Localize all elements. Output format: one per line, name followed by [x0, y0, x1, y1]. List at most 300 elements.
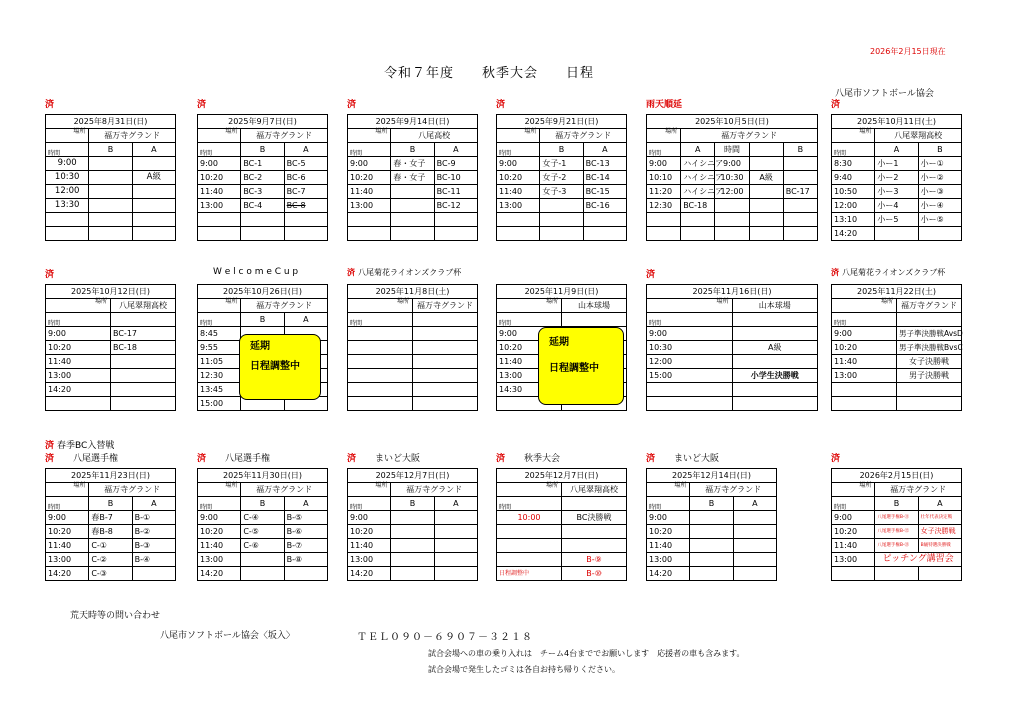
table-cell: 14:20 [46, 383, 111, 397]
table-cell: 9:00 [647, 157, 681, 171]
table-cell [832, 143, 875, 157]
table-cell: 9:00 [46, 511, 89, 525]
table-cell [832, 567, 875, 581]
table-cell [647, 483, 690, 497]
block-venue: 八尾翠翔高校 [875, 129, 962, 143]
table-cell: 13:00 [832, 553, 875, 567]
table-cell: BC-14 [583, 171, 626, 185]
table-cell: 13:00 [348, 553, 391, 567]
table-cell [348, 497, 391, 511]
table-cell [198, 213, 241, 227]
table-cell [348, 143, 391, 157]
table-cell: 男子決勝戦 [897, 369, 962, 383]
table-cell: 八尾選手権B-⑫ [875, 525, 918, 539]
table-cell [348, 383, 413, 397]
table-cell: BC-4 [241, 199, 284, 213]
table-cell [111, 397, 176, 411]
label-text: 場所 [545, 298, 558, 305]
table-cell [348, 213, 391, 227]
table-cell: BC-10 [434, 171, 477, 185]
table-cell [832, 497, 875, 511]
table-cell: B-⑩ [562, 567, 627, 581]
table-cell: BC-7 [284, 185, 327, 199]
schedule-block [646, 454, 777, 581]
table-cell [89, 213, 132, 227]
label-text: 時間 [649, 320, 662, 327]
label-text: 済 [831, 454, 841, 464]
table-cell: 小ー① [918, 157, 961, 171]
postponed-rain-mark: 雨天順延 [646, 100, 683, 110]
table-cell: 12:00 [715, 185, 749, 199]
label-text: 済 [646, 454, 656, 464]
label-text: 済 [496, 100, 506, 110]
table-cell [391, 567, 434, 581]
block-venue: 山本球場 [562, 299, 627, 313]
garbage-note: 試合会場で発生したゴミは各自お持ち帰りください。 [428, 665, 620, 674]
block-venue: 福万寺グランド [241, 483, 328, 497]
table-cell [413, 355, 478, 369]
table-cell: 小学生決勝戦 [732, 369, 818, 383]
table-cell [497, 213, 540, 227]
block-date: 2025年9月7日(日) [198, 115, 328, 129]
table-cell: BC-17 [783, 185, 817, 199]
table-cell: 10:20 [198, 171, 241, 185]
label-text: 時間 [499, 504, 512, 511]
table-cell: 11:40 [497, 185, 540, 199]
table-cell [132, 199, 175, 213]
table-cell: 12:00 [647, 355, 733, 369]
event-name: 秋季大会 [524, 454, 561, 464]
table-cell [497, 553, 562, 567]
table-cell: B-① [132, 511, 175, 525]
table-cell [391, 553, 434, 567]
schedule-block [347, 100, 478, 241]
table-cell: BC-16 [583, 199, 626, 213]
label-text: 時間 [499, 150, 512, 157]
table-cell: BC-15 [583, 185, 626, 199]
table-cell [132, 567, 175, 581]
table-cell: 13:00 [497, 369, 562, 383]
table-cell: 13:00 [497, 199, 540, 213]
table-cell: BC-13 [583, 157, 626, 171]
table-cell [540, 227, 583, 241]
table-cell [284, 227, 327, 241]
table-cell: 13:45 [198, 383, 241, 397]
table-cell: 15:00 [647, 369, 733, 383]
schedule-block [831, 268, 963, 411]
table-cell [647, 397, 733, 411]
table-cell [832, 397, 897, 411]
table-cell [647, 313, 733, 327]
table-cell [198, 227, 241, 241]
table-cell [647, 227, 681, 241]
label-text: 済 [831, 268, 839, 277]
table-cell: A [132, 497, 175, 511]
table-cell [46, 397, 111, 411]
label-text: 済 [831, 100, 841, 110]
table-cell [732, 383, 818, 397]
label-text: 場所 [859, 128, 872, 135]
table-cell: A [284, 313, 327, 327]
table-cell: 小ー4 [875, 199, 918, 213]
block-venue: 山本球場 [732, 299, 818, 313]
block-date: 2025年12月7日(日) [348, 469, 478, 483]
table-cell: 小ー④ [918, 199, 961, 213]
event-name: 八尾選手権 [73, 454, 119, 464]
table-cell [111, 383, 176, 397]
table-cell [783, 157, 817, 171]
label-text: 場所 [73, 128, 86, 135]
table-cell: 9:40 [832, 171, 875, 185]
table-cell [391, 511, 434, 525]
table-cell [497, 299, 562, 313]
label-text: 済 [45, 441, 55, 451]
block-venue: 福万寺グランド [540, 129, 627, 143]
table-cell: B-⑧ [284, 553, 327, 567]
postponed-notice: 延期 日程調整中 [239, 334, 321, 400]
table-cell: 10:30 [647, 341, 733, 355]
table-cell [540, 213, 583, 227]
label-text: 時間 [499, 320, 512, 327]
table-cell [241, 553, 284, 567]
table-cell: 10:20 [832, 341, 897, 355]
table-cell: 9:00 [647, 511, 690, 525]
table-cell [897, 383, 962, 397]
table-cell [733, 553, 776, 567]
table-cell [732, 313, 818, 327]
label-text: 場所 [665, 128, 678, 135]
block-date: 2026年2月15日(日) [832, 469, 962, 483]
completed-mark: 済 [45, 100, 55, 110]
label-text: 場所 [94, 298, 107, 305]
table-cell: 12:00 [46, 185, 89, 199]
table-cell: 10:20 [46, 525, 89, 539]
table-cell: 13:00 [46, 553, 89, 567]
table-cell: 10:20 [497, 341, 562, 355]
table-cell [497, 129, 540, 143]
table-cell: C-⑤ [241, 525, 284, 539]
table-cell: 11:40 [832, 355, 897, 369]
label-text: 場所 [674, 482, 687, 489]
table-cell [875, 567, 918, 581]
schedule-block [496, 454, 627, 581]
schedule-block [646, 270, 818, 411]
table-cell [348, 341, 413, 355]
block-venue: 八尾翠翔高校 [111, 299, 176, 313]
table-cell [89, 185, 132, 199]
label-text: 済 [45, 270, 55, 280]
block-date: 2025年12月7日(日) [497, 469, 627, 483]
table-cell [198, 143, 241, 157]
table-cell [391, 525, 434, 539]
schedule-block [45, 441, 176, 581]
table-cell [198, 299, 241, 313]
table-cell [647, 129, 681, 143]
label-text: 時間 [200, 320, 213, 327]
table-cell [89, 199, 132, 213]
table-cell: 8:45 [198, 327, 241, 341]
block-date: 2025年12月14日(日) [647, 469, 777, 483]
table-cell [391, 213, 434, 227]
block-date: 2025年10月26日(日) [198, 285, 328, 299]
table-cell [46, 227, 89, 241]
label-text: 時間 [834, 320, 847, 327]
table-cell [918, 227, 961, 241]
table-cell [241, 213, 284, 227]
table-cell: 女子-2 [540, 171, 583, 185]
label-text: 場所 [716, 298, 729, 305]
block-venue: 福万寺グランド [241, 129, 328, 143]
table-cell [284, 213, 327, 227]
table-cell: 11:05 [198, 355, 241, 369]
table-cell: BC-18 [681, 199, 715, 213]
label-text: 場所 [225, 298, 238, 305]
table-cell [89, 227, 132, 241]
table-cell [413, 327, 478, 341]
table-cell [733, 539, 776, 553]
table-cell: 小ー1 [875, 157, 918, 171]
table-cell: 11:40 [348, 185, 391, 199]
table-cell [583, 227, 626, 241]
table-cell [46, 483, 89, 497]
table-cell: 12:30 [198, 369, 241, 383]
table-cell: B [391, 143, 434, 157]
table-cell: BC-1 [241, 157, 284, 171]
table-cell: B-⑤ [284, 511, 327, 525]
table-cell: 9:00 [497, 327, 562, 341]
table-cell: B-② [132, 525, 175, 539]
table-cell: 春B-8 [89, 525, 132, 539]
table-cell [540, 199, 583, 213]
table-cell [690, 567, 733, 581]
table-cell: 11:40 [647, 539, 690, 553]
table-cell [198, 483, 241, 497]
table-cell: A [918, 497, 961, 511]
association-name: 八尾市ソフトボール協会 [835, 89, 934, 99]
label-text: 時間 [200, 504, 213, 511]
label-text: 時間 [350, 504, 363, 511]
block-date: 2025年9月21日(日) [497, 115, 627, 129]
table-cell: 12:00 [832, 199, 875, 213]
table-cell [749, 143, 783, 157]
contact-heading: 荒天時等の問い合わせ [70, 611, 161, 621]
block-date: 2025年11月22日(土) [832, 285, 962, 299]
table-cell [715, 213, 749, 227]
table-cell: 小ー② [918, 171, 961, 185]
table-cell: A [733, 497, 776, 511]
table-cell: 小ー5 [875, 213, 918, 227]
table-cell: 時間 [715, 143, 749, 157]
table-cell: 男子準決勝戦BvsC [897, 341, 962, 355]
label-text: 場所 [880, 298, 893, 305]
table-cell: 13:30 [46, 199, 89, 213]
table-cell [348, 483, 391, 497]
table-cell [783, 199, 817, 213]
table-cell: C-② [89, 553, 132, 567]
table-cell [348, 313, 413, 327]
table-cell: A級 [749, 171, 783, 185]
table-cell: B [241, 143, 284, 157]
table-cell: 9:00 [348, 511, 391, 525]
schedule-block [45, 100, 176, 241]
table-cell: B [690, 497, 733, 511]
table-cell [413, 397, 478, 411]
table-cell: 11:20 [647, 185, 681, 199]
table-cell: C-③ [89, 567, 132, 581]
table-cell [413, 369, 478, 383]
table-cell [562, 313, 627, 327]
table-cell: 9:00 [198, 157, 241, 171]
table-cell [497, 525, 562, 539]
table-cell: ハイシニア [681, 157, 715, 171]
table-cell [46, 213, 89, 227]
block-venue: 福万寺グランド [413, 299, 478, 313]
table-cell [681, 213, 715, 227]
table-cell [783, 227, 817, 241]
contact-association: 八尾市ソフトボール協会〈坂入〉 [160, 631, 295, 641]
table-cell [391, 185, 434, 199]
table-cell: B [391, 497, 434, 511]
table-cell: 9:00 [715, 157, 749, 171]
table-cell: A [875, 143, 918, 157]
table-cell: BC-12 [434, 199, 477, 213]
table-cell [647, 143, 681, 157]
table-cell: A級 [132, 171, 175, 185]
table-cell [832, 483, 875, 497]
table-cell: 八尾選手権B-⑪ [875, 511, 918, 525]
table-cell: 春・女子 [391, 171, 434, 185]
table-cell: 10:20 [348, 171, 391, 185]
parking-note: 試合会場への車の乗り入れは チーム4台まででお願いします 応援者の車も含みます。 [428, 649, 745, 658]
table-cell [783, 171, 817, 185]
table-cell: 10:20 [497, 171, 540, 185]
table-cell: 13:10 [832, 213, 875, 227]
table-cell: 10:30 [46, 171, 89, 185]
table-cell: B-⑨ [562, 553, 627, 567]
table-cell: B [89, 497, 132, 511]
block-date: 2025年11月16日(日) [647, 285, 818, 299]
block-date: 2025年11月9日(日) [497, 285, 627, 299]
label-text: 場所 [73, 482, 86, 489]
table-cell: BC-2 [241, 171, 284, 185]
schedule-block [197, 100, 328, 241]
table-cell [647, 497, 690, 511]
table-cell: 女子-3 [540, 185, 583, 199]
table-cell: A [681, 143, 715, 157]
table-cell [715, 227, 749, 241]
label-text: 場所 [375, 128, 388, 135]
schedule-block [496, 100, 627, 241]
table-cell: 14:20 [647, 567, 690, 581]
page-title: 令和７年度 秋季大会 日程 [384, 66, 595, 81]
table-cell [562, 497, 627, 511]
table-cell [89, 157, 132, 171]
label-text: 済 [347, 454, 357, 464]
table-cell: 11:40 [497, 355, 562, 369]
label-text: 済 [347, 100, 357, 110]
table-cell: 11:40 [46, 355, 111, 369]
table-cell: 10:20 [46, 341, 111, 355]
table-cell [497, 313, 562, 327]
label-text: 時間 [200, 150, 213, 157]
table-cell [715, 199, 749, 213]
table-cell [497, 539, 562, 553]
label-text: 場所 [375, 482, 388, 489]
table-cell [897, 397, 962, 411]
event-name: 八尾菊花ライオンズクラブ杯 [358, 268, 462, 277]
as-of-date: 2026年2月15日現在 [870, 47, 946, 56]
label-text: 時間 [350, 320, 363, 327]
block-date: 2025年10月12日(日) [46, 285, 176, 299]
table-cell: 女子決勝戦 [918, 525, 961, 539]
label-text: 場所 [545, 482, 558, 489]
table-cell [391, 199, 434, 213]
event-name: まいど大阪 [375, 454, 421, 464]
schedule-block [831, 454, 962, 581]
block-venue: 福万寺グランド [690, 483, 777, 497]
table-cell [732, 327, 818, 341]
event-name: 八尾菊花ライオンズクラブ杯 [842, 268, 946, 277]
table-cell: 9:55 [198, 341, 241, 355]
table-cell [732, 397, 818, 411]
label-text: 済 [347, 268, 355, 277]
table-cell: 13:00 [198, 553, 241, 567]
table-cell [46, 313, 111, 327]
table-cell [111, 313, 176, 327]
table-cell: 女子決勝戦 [897, 355, 962, 369]
table-cell: C-⑥ [241, 539, 284, 553]
table-cell: 10:10 [647, 171, 681, 185]
table-cell [434, 567, 477, 581]
table-cell [198, 497, 241, 511]
table-cell: 8:30 [832, 157, 875, 171]
label-text: 時間 [649, 504, 662, 511]
block-venue: 福万寺グランド [681, 129, 818, 143]
label-text: 場所 [396, 298, 409, 305]
label-text: 済 [197, 100, 207, 110]
label-text: 場所 [225, 482, 238, 489]
table-cell: BC-3 [241, 185, 284, 199]
table-cell: B級特選決勝戦 [918, 539, 961, 553]
table-cell: 11:40 [46, 539, 89, 553]
table-cell: 小ー③ [918, 185, 961, 199]
table-cell: B-④ [132, 553, 175, 567]
table-cell: BC-9 [434, 157, 477, 171]
table-cell: B-⑥ [284, 525, 327, 539]
table-cell: ピッチング講習会 [875, 553, 962, 567]
table-cell: BC-5 [284, 157, 327, 171]
table-cell [132, 185, 175, 199]
table-cell: 日程調整中 [497, 567, 562, 581]
table-cell: BC-6 [284, 171, 327, 185]
table-cell [497, 143, 540, 157]
table-cell [497, 497, 562, 511]
table-cell [832, 129, 875, 143]
table-cell [413, 313, 478, 327]
table-cell [647, 213, 681, 227]
event-name: まいど大阪 [674, 454, 720, 464]
block-venue: 福万寺グランド [391, 483, 478, 497]
schedule-block [496, 284, 627, 411]
table-cell [690, 553, 733, 567]
table-cell: 11:40 [832, 539, 875, 553]
event-name: W e l c o m e C u p [213, 267, 299, 277]
schedule-block [197, 454, 328, 581]
table-cell: BC-11 [434, 185, 477, 199]
table-cell [749, 199, 783, 213]
block-date: 2025年8月31日(日) [46, 115, 176, 129]
contact-phone: ＴＥＬ０９０－６９０７－３２１８ [357, 632, 533, 643]
